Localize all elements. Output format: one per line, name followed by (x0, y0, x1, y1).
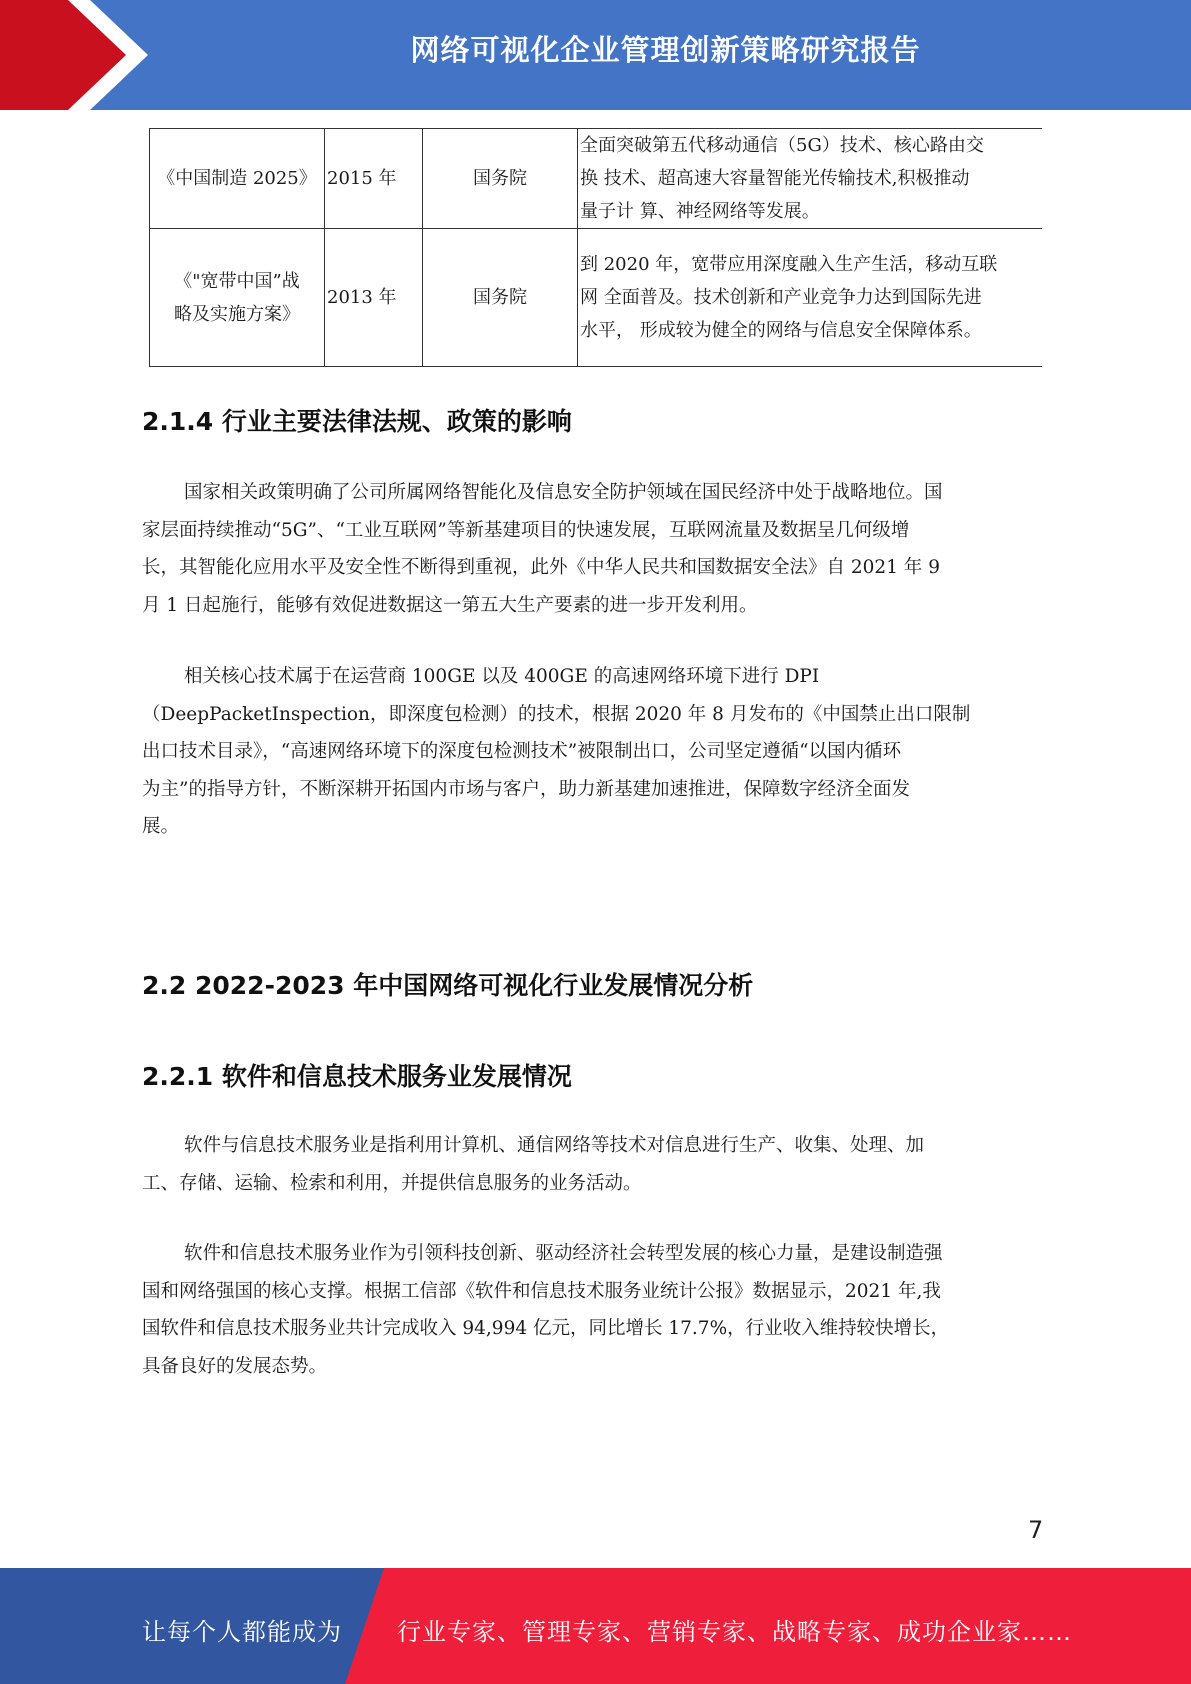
policy-name-line: 略及实施方案》 (174, 303, 300, 325)
header-bar (0, 0, 1191, 110)
policy-description (578, 129, 1043, 229)
section-heading-2-1-4: 2.1.4 行业主要法律法规、政策的影响 (142, 407, 572, 436)
text-line: 软件与信息技术服务业是指利用计算机、通信网络等技术对信息进行生产、收集、处理、加 (184, 1135, 925, 1156)
paragraph (142, 1127, 1048, 1202)
policy-name (150, 229, 325, 367)
policy-issuer: 国务院 (423, 229, 578, 367)
text-line: 出口技术目录》，“高速网络环境下的深度包检测技术”被限制出口，公司坚定遵循“以国内循环 (142, 741, 902, 762)
section-heading-2-2-1: 2.2.1 软件和信息技术服务业发展情况 (142, 1062, 572, 1091)
footer-banner (0, 1568, 1191, 1684)
footer-slogan-right: 行业专家、管理专家、营销专家、战略专家、成功企业家…… (397, 1618, 1072, 1646)
page-number: 7 (1028, 1516, 1044, 1544)
text-line: 具备良好的发展态势。 (142, 1355, 328, 1377)
report-title: 网络可视化企业管理创新策略研究报告 (410, 33, 921, 67)
table-row (150, 129, 1043, 229)
text-line: 国家相关政策明确了公司所属网络智能化及信息安全防护领域在国民经济中处于战略地位。国 (184, 482, 943, 503)
header-chevron-icon (0, 0, 160, 110)
policy-issuer: 国务院 (423, 129, 578, 229)
policy-name-line: 《"宽带中国”战 (174, 270, 300, 292)
description-line: 换 技术、超高速大容量智能光传输技术,积极推动 (580, 168, 970, 189)
policy-description (578, 229, 1043, 367)
description-line: 水平， 形成较为健全的网络与信息安全保障体系。 (580, 320, 982, 341)
paragraph (142, 474, 1048, 624)
text-line: 展。 (142, 816, 180, 837)
text-line: 家层面持续推动“5G”、“工业互联网”等新基建项目的快速发展，互联网流量及数据呈几何级增 (142, 519, 910, 541)
policy-year: 2015 年 (325, 129, 423, 229)
policy-name: 《中国制造 2025》 (150, 129, 325, 229)
text-line: 月 1 日起施行，能够有效促进数据这一第五大生产要素的进一步开发利用。 (142, 594, 758, 616)
description-line: 到 2020 年，宽带应用深度融入生产生活，移动互联 (580, 254, 998, 275)
paragraph (142, 1235, 1048, 1385)
description-line: 全面突破第五代移动通信（5G）技术、核心路由交 (580, 135, 984, 156)
description-line: 量子计 算、神经网络等发展。 (580, 201, 820, 222)
text-line: 国软件和信息技术服务业共计完成收入 94,994 亿元，同比增长 17.7%，行业收入维持较快增长， (142, 1318, 950, 1339)
policy-year: 2013 年 (325, 229, 423, 367)
text-line: 为主”的指导方针，不断深耕开拓国内市场与客户，助力新基建加速推进，保障数字经济全面发 (142, 778, 910, 800)
description-line: 网 全面普及。技术创新和产业竞争力达到国际先进 (580, 287, 982, 308)
text-line: 相关核心技术属于在运营商 100GE 以及 400GE 的高速网络环境下进行 DPI (184, 666, 820, 687)
text-line: 软件和信息技术服务业作为引领科技创新、驱动经济社会转型发展的核心力量，是建设制造强 (184, 1243, 943, 1264)
section-heading-2-2: 2.2 2022-2023 年中国网络可视化行业发展情况分析 (142, 971, 754, 1000)
policy-table (149, 128, 1042, 367)
text-line: 工、存储、运输、检索和利用，并提供信息服务的业务活动。 (142, 1172, 642, 1194)
table-row (150, 229, 1043, 367)
footer-slogan-left: 让每个人都能成为 (142, 1618, 342, 1646)
text-line: 国和网络强国的核心支撑。根据工信部《软件和信息技术服务业统计公报》数据显示，2021 年,我 (142, 1280, 941, 1302)
paragraph (142, 658, 1048, 846)
text-line: 长，其智能化应用水平及安全性不断得到重视，此外《中华人民共和国数据安全法》自 2021 年 9 (142, 557, 940, 578)
text-line: （DeepPacketInspection，即深度包检测）的技术，根据 2020 年 8 月发布的《中国禁止出口限制 (142, 703, 971, 725)
